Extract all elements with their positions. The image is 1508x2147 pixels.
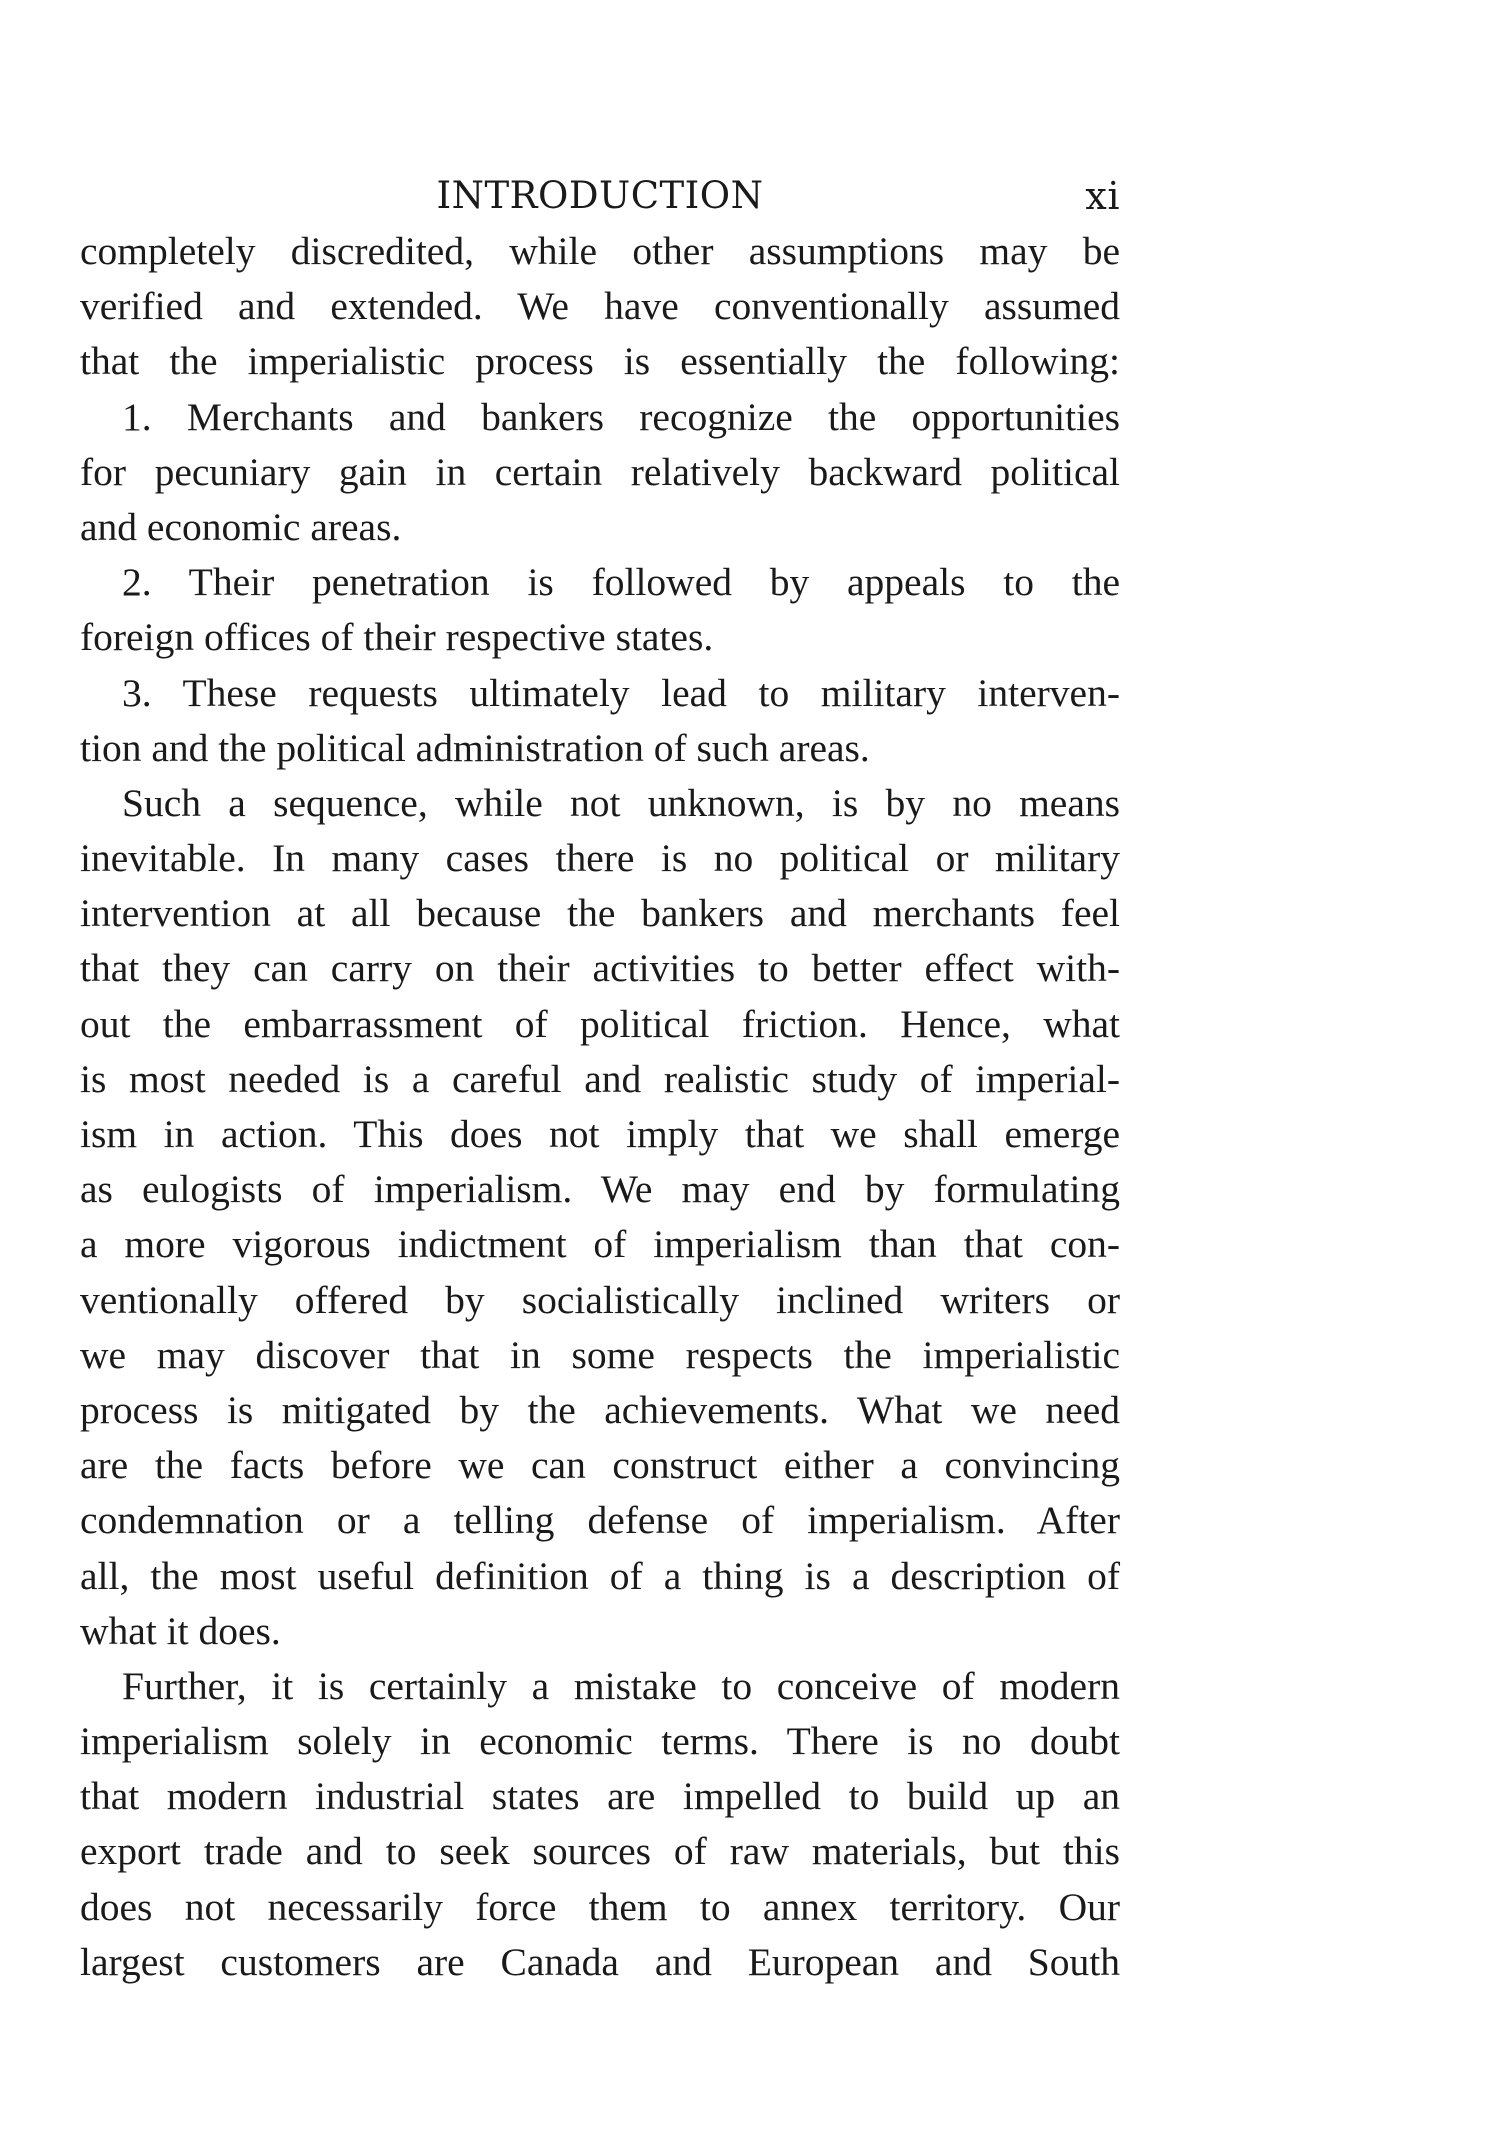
text-line: Further, it is certainly a mistake to conceive of modern: [122, 1663, 1120, 1708]
text-line: foreign offices of their respective states.: [80, 615, 714, 660]
text-line: largest customers are Canada and European and South: [80, 1939, 1120, 1984]
text-line: imperialism solely in economic terms. There is no doubt: [80, 1719, 1120, 1764]
text-line: tion and the political administration of such areas.: [80, 725, 870, 770]
text-line: 2. Their penetration is followed by appeals to the: [122, 560, 1120, 605]
text-line: verified and extended. We have conventionally assumed: [80, 284, 1120, 329]
running-head-title: INTRODUCTION: [436, 174, 764, 217]
text-line: out the embarrassment of political friction. Hence, what: [80, 1001, 1120, 1046]
text-line: a more vigorous indictment of imperialism than that con-: [80, 1222, 1120, 1267]
text-line: is most needed is a careful and realistic study of imperial-: [80, 1056, 1120, 1101]
text-line: that they can carry on their activities to better effect with-: [80, 946, 1120, 991]
body-text: [80, 224, 1120, 1990]
text-line: completely discredited, while other assumptions may be: [80, 229, 1120, 273]
text-line: are the facts before we can construct either a convincing: [80, 1443, 1120, 1488]
text-line: all, the most useful definition of a thing is a description of: [80, 1553, 1120, 1598]
text-line: does not necessarily force them to annex territory. Our: [80, 1884, 1120, 1929]
text-line: we may discover that in some respects the imperialistic: [80, 1332, 1120, 1377]
text-line: intervention at all because the bankers and merchants feel: [80, 891, 1120, 936]
text-line: as eulogists of imperialism. We may end by formulating: [80, 1167, 1120, 1212]
text-line: that the imperialistic process is essentially the following:: [80, 339, 1120, 384]
text-line: process is mitigated by the achievements. What we need: [80, 1387, 1120, 1432]
text-line: inevitable. In many cases there is no political or military: [80, 836, 1120, 881]
text-line: ventionally offered by socialistically inclined writers or: [80, 1277, 1120, 1322]
text-line: ism in action. This does not imply that we shall emerge: [80, 1112, 1120, 1156]
text-line: for pecuniary gain in certain relatively backward political: [80, 449, 1120, 494]
text-line: and economic areas.: [80, 504, 402, 549]
text-line: 3. These requests ultimately lead to military interven-: [122, 670, 1120, 715]
text-line: condemnation or a telling defense of imperialism. After: [80, 1498, 1120, 1543]
text-line: export trade and to seek sources of raw materials, but this: [80, 1829, 1120, 1874]
text-line: Such a sequence, while not unknown, is by no means: [122, 780, 1120, 825]
text-line: 1. Merchants and bankers recognize the opportunities: [122, 394, 1120, 439]
page-number: xi: [1085, 174, 1120, 218]
book-page: [80, 170, 1120, 1990]
running-head: [80, 170, 1120, 224]
text-line: what it does.: [80, 1608, 281, 1653]
text-line: that modern industrial states are impelled to build up an: [80, 1774, 1120, 1819]
